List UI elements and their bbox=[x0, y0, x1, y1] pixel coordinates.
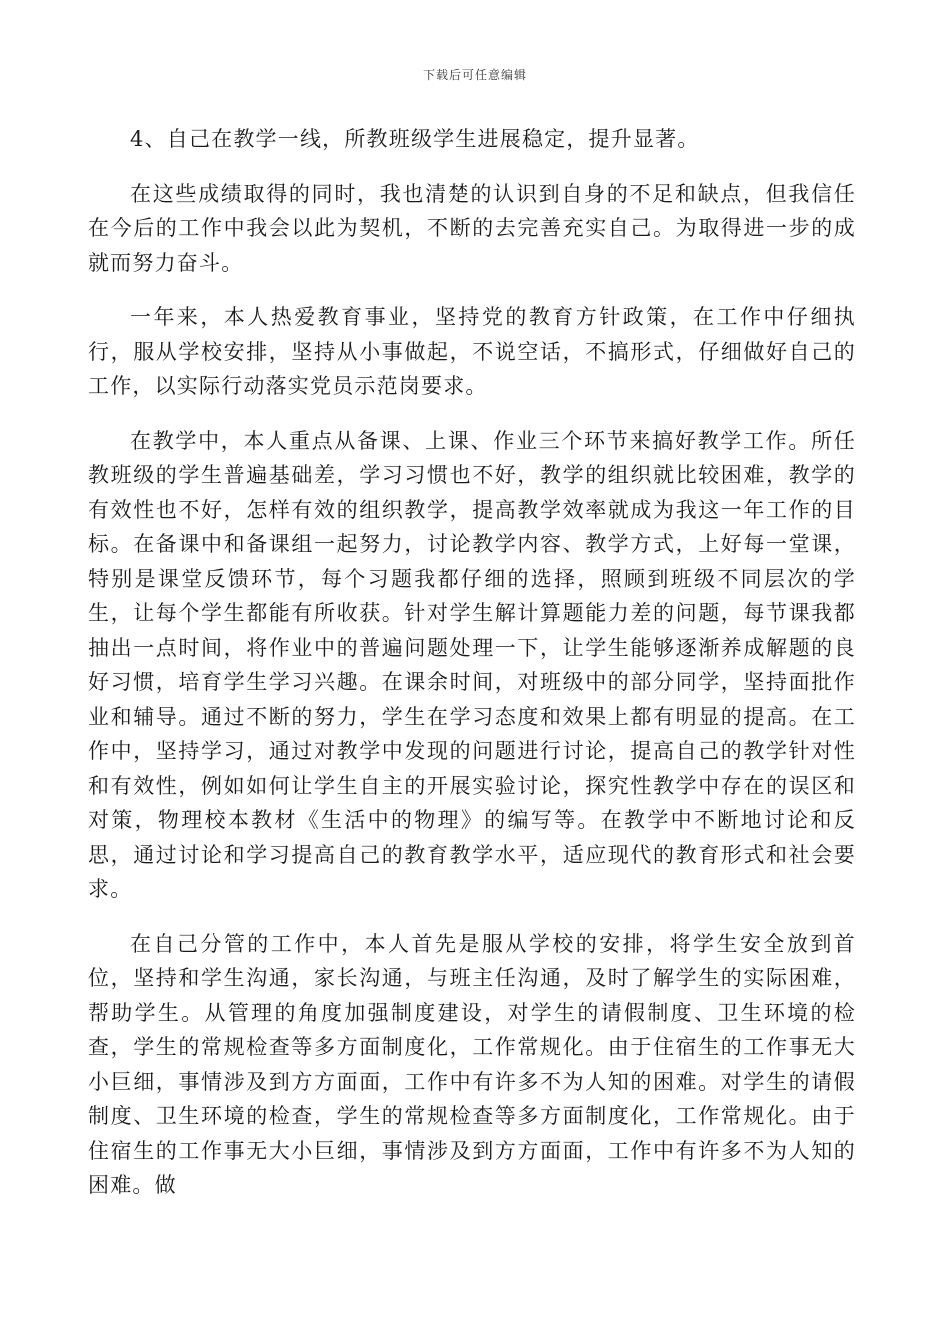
paragraph-4: 在教学中，本人重点从备课、上课、作业三个环节来搞好教学工作。所任教班级的学生普遍基础差，学习习惯也不好，教学的组织就比较困难，教学的有效性也不好，怎样有效的组织教学，提高教学效率就成为我这一年工作的目标。在备课中和备课组一起努力，讨论教学内容、教学方式，上好每一堂课，特别是课堂反馈环节，每个习题我都仔细的选择，照顾到班级不同层次的学生，让每个学生都能有所收获。针对学生解计算题能力差的问题，每节课我都抽出一点时间，将作业中的普遍问题处理一下，让学生能够逐渐养成解题的良好习惯，培育学生学习兴趣。在课余时间，对班级中的部分同学，坚持面批作业和辅导。通过不断的努力，学生在学习态度和效果上都有明显的提高。在工作中，坚持学习，通过对教学中发现的问题进行讨论，提高自己的教学针对性和有效性，例如如何让学生自主的开展实验讨论，探究性教学中存在的误区和对策，物理校本教材《生活中的物理》的编写等。在教学中不断地讨论和反思，通过讨论和学习提高自己的教育教学水平，适应现代的教育形式和社会要求。 bbox=[88, 428, 856, 901]
paragraph-2: 在这些成绩取得的同时，我也清楚的认识到自身的不足和缺点，但我信任在今后的工作中我会以此为契机，不断的去完善充实自己。为取得进一步的成就而努力奋斗。 bbox=[88, 181, 856, 275]
page-header: 下载后可任意编辑 bbox=[422, 68, 527, 82]
paragraph-1: 4、自己在教学一线，所教班级学生进展稳定，提升显著。 bbox=[130, 127, 700, 151]
document-body bbox=[88, 122, 856, 1223]
paragraph-3: 一年来，本人热爱教育事业，坚持党的教育方针政策，在工作中仔细执行，服从学校安排，坚持从小事做起，不说空话，不搞形式，仔细做好自己的工作，以实际行动落实党员示范岗要求。 bbox=[88, 305, 856, 398]
paragraph-5: 在自己分管的工作中，本人首先是服从学校的安排，将学生安全放到首位，坚持和学生沟通，家长沟通，与班主任沟通，及时了解学生的实际困难，帮助学生。从管理的角度加强制度建设，对学生的请假制度、卫生环境的检查，学生的常规检查等多方面制度化，工作常规化。由于住宿生的工作事无大小巨细，事情涉及到方方面面，工作中有许多不为人知的困难。对学生的请假制度、卫生环境的检查，学生的常规检查等多方面制度化，工作常规化。由于住宿生的工作事无大小巨细，事情涉及到方方面面，工作中有许多不为人知的困难。做 bbox=[88, 931, 856, 1197]
